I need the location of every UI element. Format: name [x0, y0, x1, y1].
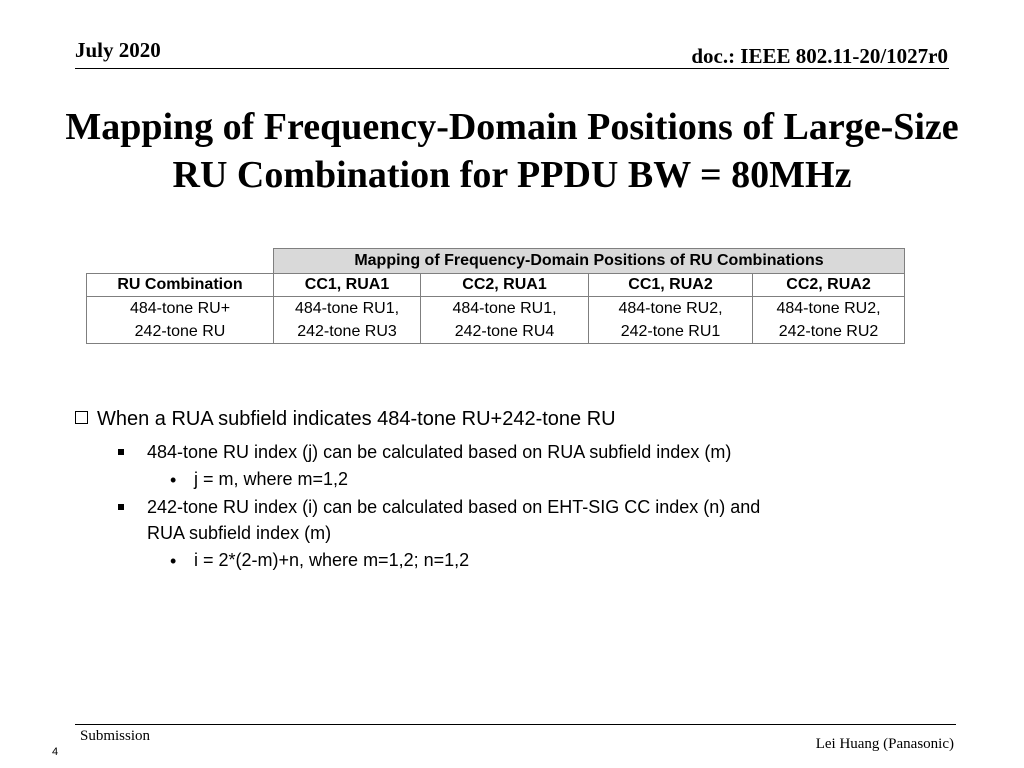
bullet-main-text: When a RUA subfield indicates 484-tone RU+242-tone RU	[97, 408, 616, 430]
dot-bullet-icon: •	[170, 470, 177, 490]
table-cell	[421, 297, 589, 344]
footer-divider	[75, 724, 956, 725]
footer-submission: Submission	[80, 728, 151, 744]
cell-line: 484-tone RU2,	[618, 300, 723, 317]
table-cell	[753, 297, 905, 344]
cell-line: 484-tone RU1,	[294, 300, 400, 317]
slide-title	[0, 103, 1024, 199]
cell-line: 484-tone RU1,	[452, 300, 557, 317]
column-header: CC2, RUA2	[753, 274, 905, 297]
column-header: CC1, RUA2	[589, 274, 753, 297]
table-row	[87, 297, 905, 344]
bullet-sub1-detail-text: j = m, where m=1,2	[194, 469, 349, 489]
page-number: 4	[52, 746, 59, 758]
slide-title-line2: RU Combination for PPDU BW = 80MHz	[172, 154, 852, 196]
bullet-sub2-detail	[170, 550, 469, 571]
header-date: July 2020	[75, 38, 161, 62]
cell-line: 242-tone RU3	[297, 323, 397, 340]
square-bullet-icon	[118, 504, 124, 510]
header-doc-id: doc.: IEEE 802.11-20/1027r0	[691, 44, 948, 68]
column-header: CC2, RUA1	[421, 274, 589, 297]
table-group-header: Mapping of Frequency-Domain Positions of RU Combinations	[274, 249, 905, 274]
cell-line: 242-tone RU2	[778, 323, 879, 340]
slide-title-line1: Mapping of Frequency-Domain Positions of Large-Size	[65, 106, 959, 148]
square-bullet-icon	[118, 449, 124, 455]
footer-author: Lei Huang (Panasonic)	[815, 736, 954, 752]
bullet-main	[75, 408, 616, 431]
cell-line: 242-tone RU	[134, 323, 226, 340]
bullet-sub2-detail-text: i = 2*(2-m)+n, where m=1,2; n=1,2	[194, 550, 470, 570]
header-divider	[75, 68, 949, 69]
bullet-sub2	[118, 494, 760, 546]
bullet-sub1-text: 484-tone RU index (j) can be calculated based on RUA subfield index (m)	[147, 442, 732, 462]
bullet-sub1-detail	[170, 469, 348, 490]
table-corner	[87, 249, 274, 274]
cell-line: 242-tone RU4	[454, 323, 555, 340]
bullet-sub2-line2: RUA subfield index (m)	[147, 523, 332, 543]
mapping-table	[86, 248, 905, 344]
table-cell	[589, 297, 753, 344]
combination-cell	[87, 297, 274, 344]
cell-line: 484-tone RU+	[129, 300, 231, 317]
dot-bullet-icon: •	[170, 551, 177, 571]
cell-line: 242-tone RU1	[620, 323, 721, 340]
bullet-sub1	[118, 439, 731, 465]
row-header-label: RU Combination	[87, 274, 274, 297]
column-header: CC1, RUA1	[274, 274, 421, 297]
checkbox-bullet-icon	[75, 411, 88, 424]
table-cell	[274, 297, 421, 344]
cell-line: 484-tone RU2,	[776, 300, 881, 317]
bullet-sub2-line1: 242-tone RU index (i) can be calculated based on EHT-SIG CC index (n) and	[147, 497, 761, 517]
